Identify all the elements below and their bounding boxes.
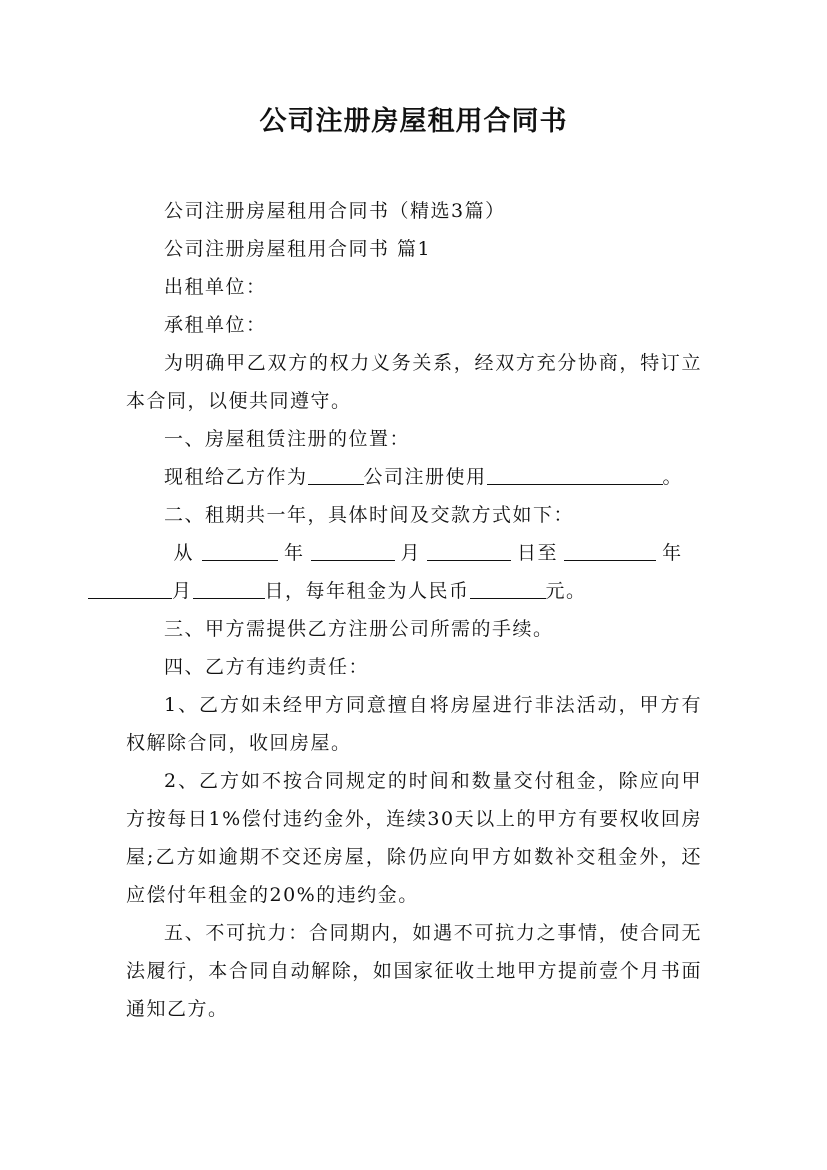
paragraph-clause-2: 二、租期共一年，具体时间及交款方式如下： xyxy=(164,504,575,526)
usage-text-a: 现租给乙方作为 xyxy=(164,466,308,488)
term-year-2: 年 xyxy=(662,542,683,564)
term-day-to: 日至 xyxy=(517,542,559,564)
blank-usage xyxy=(487,466,663,485)
paragraph-subtitle: 公司注册房屋租用合同书（精选3篇） xyxy=(164,200,506,222)
term-day-rent: 日，每年租金为人民币 xyxy=(264,580,470,602)
blank-end-day xyxy=(193,580,265,599)
paragraph-purpose: 为明确甲乙双方的权力义务关系，经双方充分协商，特订立本合同，以便共同遵守。 xyxy=(126,352,702,412)
paragraph-clause-3: 三、甲方需提供乙方注册公司所需的手续。 xyxy=(164,618,554,640)
blank-company-name xyxy=(308,466,364,485)
term-year: 年 xyxy=(284,542,305,564)
paragraph-section-heading: 公司注册房屋租用合同书 篇1 xyxy=(164,238,432,260)
paragraph-clause-1: 一、房屋租赁注册的位置： xyxy=(164,428,411,450)
document-title: 公司注册房屋租用合同书 xyxy=(259,106,568,137)
usage-text-c: 。 xyxy=(662,466,684,488)
term-month: 月 xyxy=(400,542,422,564)
blank-end-month xyxy=(88,580,172,599)
blank-start-year xyxy=(202,542,278,561)
paragraph-clause-4-1: 1、乙方如未经甲方同意擅自将房屋进行非法活动，甲方有权解除合同，收回房屋。 xyxy=(126,694,702,754)
paragraph-term-dates xyxy=(126,534,702,610)
paragraph-usage xyxy=(126,458,702,496)
blank-start-month xyxy=(311,542,395,561)
usage-text-b: 公司注册使用 xyxy=(363,466,487,488)
blank-start-day xyxy=(427,542,511,561)
term-from: 从 xyxy=(173,542,195,564)
blank-end-year xyxy=(564,542,656,561)
blank-rent-amount xyxy=(470,580,546,599)
paragraph-lessee: 承租单位： xyxy=(164,314,267,336)
paragraph-clause-5: 五、不可抗力：合同期内，如遇不可抗力之事情，使合同无法履行，本合同自动解除，如国家征收土地甲方提前壹个月书面通知乙方。 xyxy=(126,922,702,1020)
paragraph-lessor: 出租单位： xyxy=(164,276,267,298)
term-yuan: 元。 xyxy=(545,580,587,602)
paragraph-clause-4-2: 2、乙方如不按合同规定的时间和数量交付租金，除应向甲方按每日1%偿付违约金外，连续30天以上的甲方有要权收回房屋;乙方如逾期不交还房屋，除仍应向甲方如数补交租金外，还应偿付年租金的20%的违约金。 xyxy=(126,770,702,906)
term-month-2: 月 xyxy=(172,580,193,602)
document-body xyxy=(126,192,702,1028)
paragraph-clause-4: 四、乙方有违约责任： xyxy=(164,656,370,678)
